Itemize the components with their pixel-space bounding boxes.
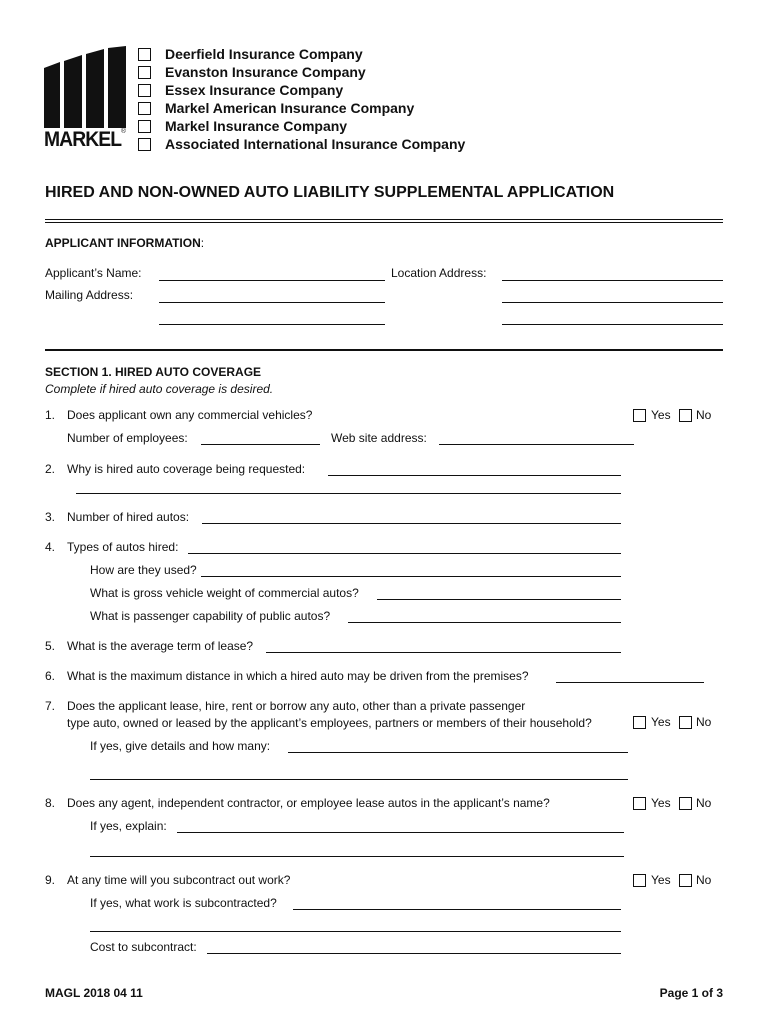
q4-number: 4. <box>45 540 56 554</box>
q5-text: What is the average term of lease? <box>67 639 254 653</box>
q7-yes-checkbox[interactable] <box>633 716 646 729</box>
q9-yes-checkbox[interactable] <box>633 874 646 887</box>
company-label-markel-insurance: Markel Insurance Company <box>165 118 348 134</box>
q9-yes-label: Yes <box>651 873 671 887</box>
q4b-field[interactable] <box>377 599 621 600</box>
q2-number: 2. <box>45 462 56 476</box>
q7-no-label: No <box>696 715 712 729</box>
location-address-label: Location Address: <box>391 266 487 280</box>
q2-field-1[interactable] <box>328 475 621 476</box>
q1-no-label: No <box>696 408 712 422</box>
company-checkbox-evanston[interactable] <box>138 66 151 79</box>
section-divider <box>45 349 723 351</box>
q3-field[interactable] <box>202 523 621 524</box>
q9-no-checkbox[interactable] <box>679 874 692 887</box>
q8-yes-label: Yes <box>651 796 671 810</box>
company-checkbox-associated-international[interactable] <box>138 138 151 151</box>
title-rule-top <box>45 219 723 220</box>
q7-details-label: If yes, give details and how many: <box>90 739 271 753</box>
q1-text: Does applicant own any commercial vehicles? <box>67 408 313 422</box>
q6-text: What is the maximum distance in which a hired auto may be driven from the premises? <box>67 669 529 683</box>
q9-text: At any time will you subcontract out work? <box>67 873 291 887</box>
q1-yes-checkbox[interactable] <box>633 409 646 422</box>
q4c-text: What is passenger capability of public autos? <box>90 609 331 623</box>
q8-explain-field-2[interactable] <box>90 856 624 857</box>
q9-cost-label: Cost to subcontract: <box>90 940 197 954</box>
q6-field[interactable] <box>556 682 704 683</box>
q9-cost-field[interactable] <box>207 953 621 954</box>
q3-number: 3. <box>45 510 56 524</box>
company-label-associated-international: Associated International Insurance Company <box>165 136 466 152</box>
q4-text: Types of autos hired: <box>67 540 179 554</box>
q7-details-field-1[interactable] <box>288 752 628 753</box>
q8-no-label: No <box>696 796 712 810</box>
q2-field-2[interactable] <box>76 493 621 494</box>
q8-yes-checkbox[interactable] <box>633 797 646 810</box>
markel-logo <box>44 46 132 156</box>
page-title: HIRED AND NON-OWNED AUTO LIABILITY SUPPLEMENTAL APPLICATION <box>45 184 615 201</box>
q4c-field[interactable] <box>348 622 621 623</box>
q9-what-field-1[interactable] <box>293 909 621 910</box>
q4a-field[interactable] <box>201 576 621 577</box>
location-address-field-2[interactable] <box>502 302 723 303</box>
applicant-info-heading: APPLICANT INFORMATION: <box>45 236 205 250</box>
location-address-field[interactable] <box>502 280 723 281</box>
q8-explain-label: If yes, explain: <box>90 819 167 833</box>
q4a-text: How are they used? <box>90 563 197 577</box>
company-label-essex: Essex Insurance Company <box>165 82 344 98</box>
q7-text-line1: Does the applicant lease, hire, rent or borrow any auto, other than a private passenger <box>67 699 526 713</box>
q9-what-label: If yes, what work is subcontracted? <box>90 896 277 910</box>
q7-details-field-2[interactable] <box>90 779 628 780</box>
markel-logo-wordmark: MARKEL® <box>44 128 126 151</box>
q1-no-checkbox[interactable] <box>679 409 692 422</box>
mailing-address-label: Mailing Address: <box>45 288 134 302</box>
q6-number: 6. <box>45 669 56 683</box>
company-checkbox-markel-insurance[interactable] <box>138 120 151 133</box>
q8-number: 8. <box>45 796 56 810</box>
mailing-address-field-1[interactable] <box>159 302 385 303</box>
q4-field[interactable] <box>188 553 621 554</box>
q7-text-line2: type auto, owned or leased by the applicant’s employees, partners or members of their household? <box>67 716 592 730</box>
q8-no-checkbox[interactable] <box>679 797 692 810</box>
form-id: MAGL 2018 04 11 <box>45 986 143 1000</box>
q7-yes-label: Yes <box>651 715 671 729</box>
q8-text: Does any agent, independent contractor, or employee lease autos in the applicant’s name? <box>67 796 550 810</box>
company-checkbox-markel-american[interactable] <box>138 102 151 115</box>
mailing-address-field-2[interactable] <box>159 324 385 325</box>
company-label-deerfield: Deerfield Insurance Company <box>165 46 363 62</box>
markel-logo-mark-icon <box>44 46 128 128</box>
applicant-name-label: Applicant’s Name: <box>45 266 142 280</box>
q8-explain-field-1[interactable] <box>177 832 624 833</box>
company-label-markel-american: Markel American Insurance Company <box>165 100 415 116</box>
applicant-name-field[interactable] <box>159 280 385 281</box>
location-address-field-3[interactable] <box>502 324 723 325</box>
q7-no-checkbox[interactable] <box>679 716 692 729</box>
company-checkbox-deerfield[interactable] <box>138 48 151 61</box>
q1-number: 1. <box>45 408 56 422</box>
q1-yes-label: Yes <box>651 408 671 422</box>
page-number: Page 1 of 3 <box>659 986 723 1000</box>
company-checkbox-essex[interactable] <box>138 84 151 97</box>
section1-heading: SECTION 1. HIRED AUTO COVERAGE <box>45 365 262 379</box>
q7-number: 7. <box>45 699 56 713</box>
q9-what-field-2[interactable] <box>90 931 621 932</box>
q5-field[interactable] <box>266 652 621 653</box>
employees-label: Number of employees: <box>67 431 188 445</box>
q5-number: 5. <box>45 639 56 653</box>
q3-text: Number of hired autos: <box>67 510 190 524</box>
q2-text: Why is hired auto coverage being requested: <box>67 462 306 476</box>
section1-subheading: Complete if hired auto coverage is desired. <box>45 382 274 396</box>
title-rule-bottom <box>45 222 723 223</box>
q9-no-label: No <box>696 873 712 887</box>
company-label-evanston: Evanston Insurance Company <box>165 64 366 80</box>
q4b-text: What is gross vehicle weight of commercial autos? <box>90 586 359 600</box>
website-field[interactable] <box>439 444 634 445</box>
website-label: Web site address: <box>331 431 427 445</box>
q9-number: 9. <box>45 873 56 887</box>
employees-field[interactable] <box>201 444 320 445</box>
